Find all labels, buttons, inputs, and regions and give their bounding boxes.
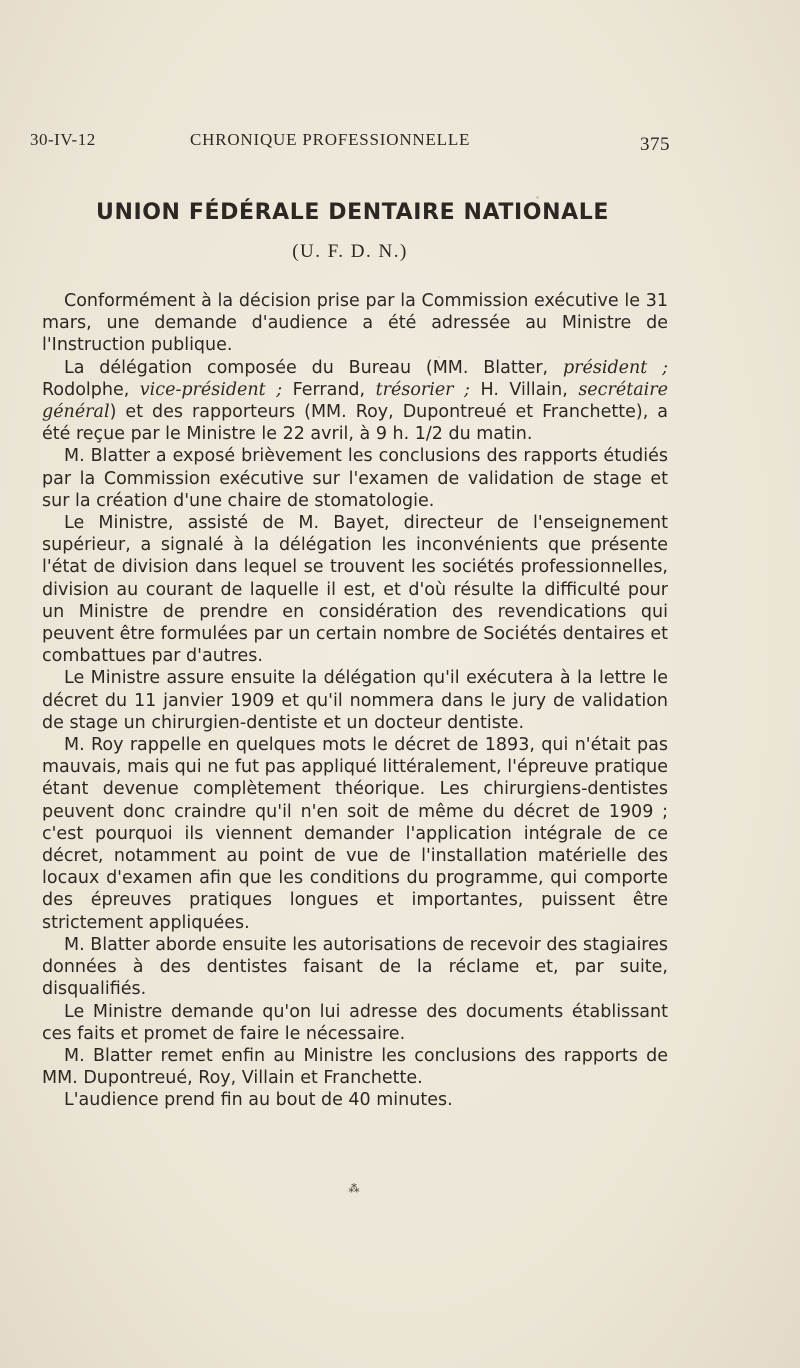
running-header bbox=[30, 130, 670, 160]
paper-spot bbox=[438, 356, 440, 358]
paragraph-5: Le Ministre assure ensuite la délégation qu'il exécutera à la lettre le décret du 11 janvier 1909 et qu'il nommera dans le jury de validation de stage un chirurgien-dentiste et un docteur dentiste. bbox=[42, 668, 668, 733]
paper-spot bbox=[536, 196, 539, 199]
paragraph-3: M. Blatter a exposé brièvement les conclusions des rapports étudiés par la Commission exécutive sur l'examen de validation de stage et sur la création d'une chaire de stomatologie. bbox=[42, 446, 668, 511]
title-vice-president: vice-président ; bbox=[139, 379, 283, 400]
paragraph-10: L'audience prend fin au bout de 40 minutes. bbox=[64, 1090, 453, 1111]
article-body bbox=[42, 290, 668, 1112]
paragraph-2-text: Rodolphe, bbox=[42, 379, 140, 400]
title-secretaire-general: secrétaire général bbox=[42, 379, 668, 423]
title-tresorier: trésorier ; bbox=[375, 379, 470, 400]
paragraph-9: M. Blatter remet enfin au Ministre les conclusions des rapports de MM. Dupontreué, Roy, Villain et Franchette. bbox=[42, 1045, 668, 1089]
asterism-ornament: ⁂ bbox=[348, 1183, 360, 1195]
header-section-title: CHRONIQUE PROFESSIONNELLE bbox=[190, 130, 471, 149]
paragraph-1: Conformément à la décision prise par la Commission exécutive le 31 mars, une demande d'audience a été adressée au Ministre de l'Instruction publique. bbox=[42, 291, 668, 356]
title-president: président ; bbox=[562, 357, 669, 378]
header-date: 30-IV-12 bbox=[30, 130, 96, 149]
paragraph-4: Le Ministre, assisté de M. Bayet, directeur de l'enseignement supérieur, a signalé à la délégation les inconvénients que présente l'état de division dans lequel se trouvent les sociétés professionnelles, division au courant de laquelle il est, et d'où résulte la difficulté pour un Ministre de prendre en considération des revendications qui peuvent être formulées par un certain nombre de Sociétés dentaires et combattues par d'autres. bbox=[42, 513, 668, 667]
paragraph-6: M. Roy rappelle en quelques mots le décret de 1893, qui n'était pas mauvais, mais qui ne fut pas appliqué littéralement, l'épreuve pratique étant devenue complètement théorique. Les chirurgiens-dentistes peuvent donc craindre qu'il n'en soit de même du décret de 1909 ; c'est pourquoi ils viennent demander l'application intégrale de ce décret, notamment au point de vue de l'installation matérielle des locaux d'examen afin que les conditions du programme, qui comporte des épreuves pratiques longues et importantes, puissent être strictement appliquées. bbox=[42, 735, 668, 933]
paragraph-8: Le Ministre demande qu'on lui adresse des documents établissant ces faits et promet de faire le nécessaire. bbox=[42, 1001, 668, 1044]
paragraph-2 bbox=[42, 357, 668, 446]
paragraph-7: M. Blatter aborde ensuite les autorisations de recevoir des stagiaires données à des dentistes faisant de la réclame et, par suite, disqualifiés. bbox=[42, 934, 668, 1000]
paragraph-2-text: H. Villain, bbox=[469, 379, 579, 400]
article-subtitle: (U. F. D. N.) bbox=[292, 241, 408, 262]
paragraph-2-text: ) et des rapporteurs (MM. Roy, Dupontreué et Franchette), a été reçue par le Ministre le 22 avril, à 9 h. 1/2 du matin. bbox=[42, 402, 668, 445]
page-number: 375 bbox=[640, 134, 670, 155]
article-title: UNION FÉDÉRALE DENTAIRE NATIONALE bbox=[95, 200, 609, 225]
paragraph-2-text: Ferrand, bbox=[282, 379, 376, 400]
paragraph-2-text: La délégation composée du Bureau (MM. Blatter, bbox=[64, 357, 563, 378]
